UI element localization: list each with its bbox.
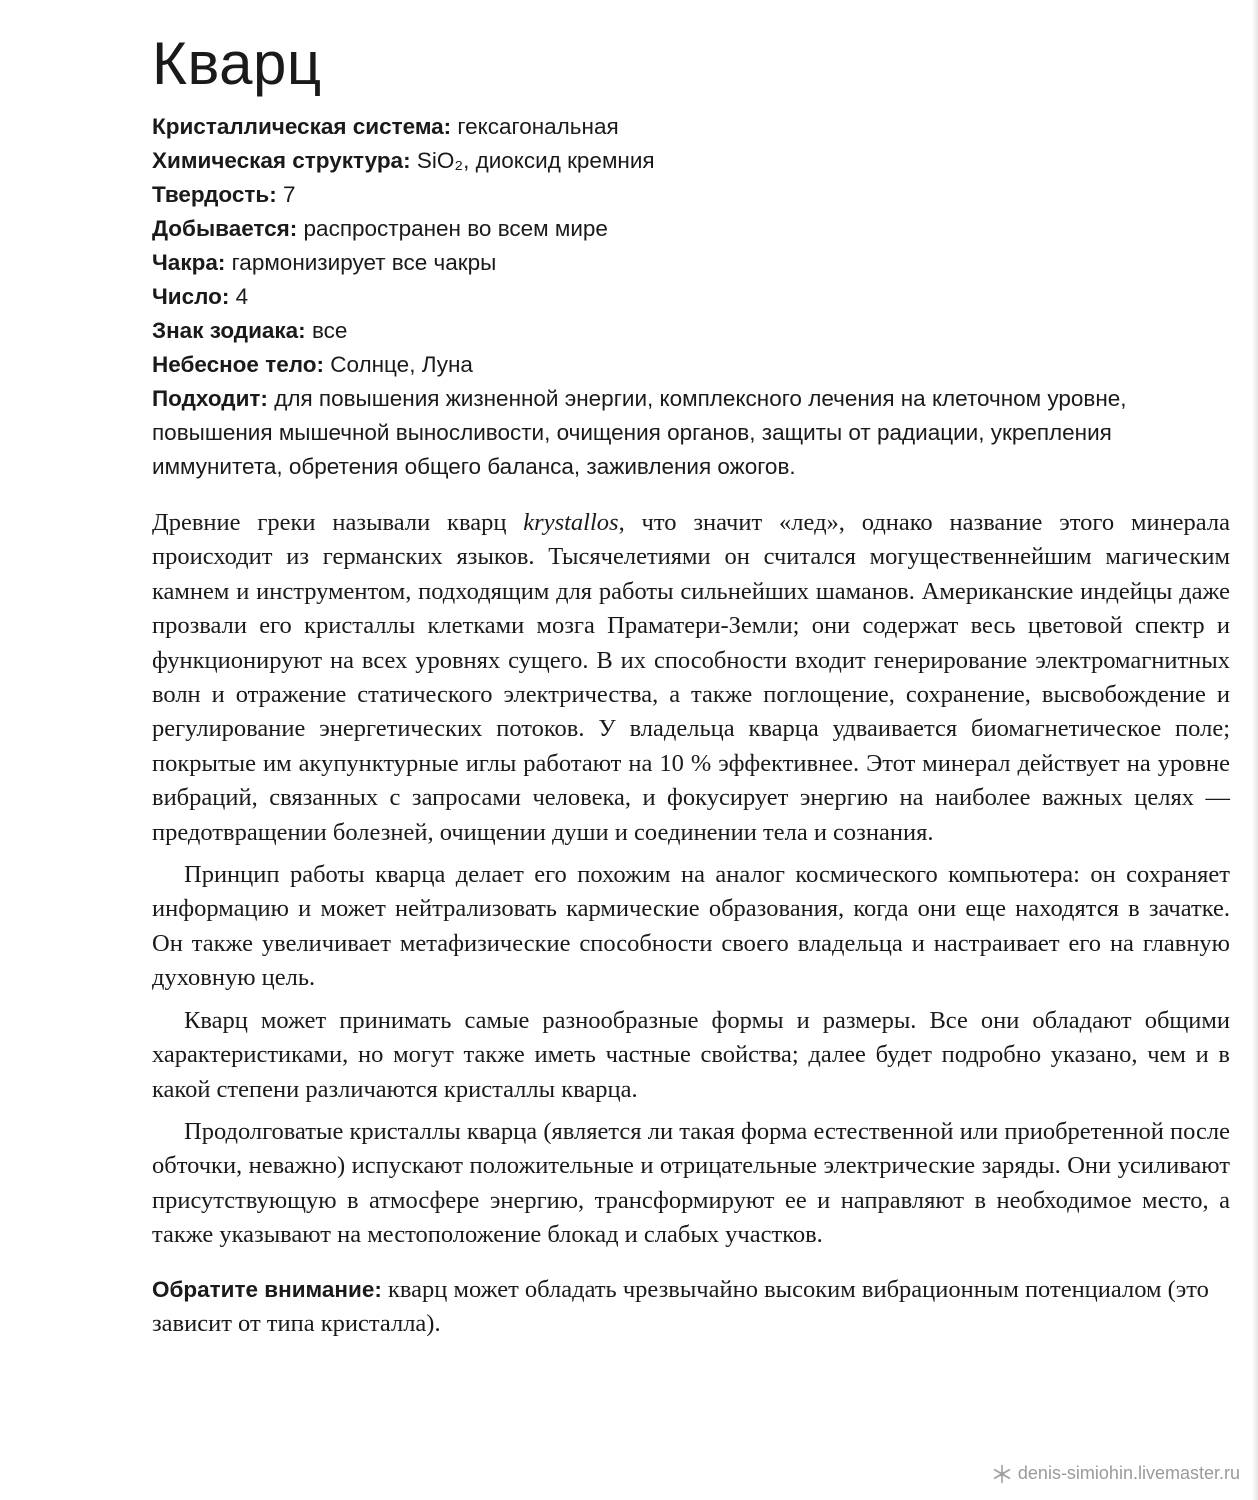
page-title: Кварц [152,30,322,97]
fact-value: гексагональная [451,114,619,139]
paragraph-1-rest: , что значит «лед», однако название этого минерала происходит из германских языков. Тысячелетиями он считался могущественнейшим магическим камнем и инструментом, подходящим для работы сильнейших шаманов. Американские индейцы даже прозвали его кристаллы клетками мозга Праматери-Земли; они содержат весь цветовой спектр и функционируют на всех уровнях сущего. В их способности входит генерирование электромагнитных волн и отражение статического электричества, а также поглощение, сохранение, высвобождение и регулирование энергетических потоков. У владельца кварца удваивается биомагнетическое поле; покрытые им акупунктурные иглы работают на 10 % эффективнее. Этот минерал действует на уровне вибраций, связанных с запросами человека, и фокусирует энергию на наиболее важных целях — предотвращении болезней, очищении души и соединении тела и сознания. [152,509,1230,846]
fact-value: все [305,318,348,343]
fact-label: Чакра: [152,250,226,275]
fact-mined [152,212,1230,246]
fact-value: распространен во всем мире [297,216,608,241]
fact-label: Знак зодиака: [152,318,306,343]
note-text: кварц может обладать чрезвычайно высоким вибрационным потенциалом (это зависит от типа кристалла). [152,1275,1209,1337]
fact-value: 4 [229,284,249,309]
attention-note [152,1273,1230,1342]
article-body [152,506,1230,1253]
note-label: Обратите внимание: [152,1276,382,1302]
fact-value: Солнце, Луна [323,352,473,377]
fact-chemical-structure [152,144,1230,178]
page-edge-shadow [1252,0,1258,1500]
fact-crystal-system [152,110,1230,144]
fact-suitable-for [152,382,1230,484]
fact-value: для повышения жизненной энергии, комплексного лечения на клеточном уровне, повышения мышечной выносливости, очищения органов, защиты от радиации, укрепления иммунитета, обретения общего баланса, заживления ожогов. [152,386,1127,479]
paragraph-4: Продолговатые кристаллы кварца (является ли такая форма естественной или приобретенной после обточки, неважно) испускают положительные и отрицательные электрические заряды. Они усиливают присутствующую в атмосфере энергию, трансформируют ее и направляют в необходимое место, а также указывают на местоположение блокад и слабых участков. [152,1117,1230,1249]
fact-label: Твердость: [152,182,277,207]
paragraph-2: Принцип работы кварца делает его похожим на аналог космического компьютера: он сохраняет информацию и может нейтрализовать кармические образования, когда они еще находятся в зачатке. Он также увеличивает метафизические способности своего владельца и настраивает его на главную духовную цель. [152,861,1230,992]
fact-value: SiO₂, диоксид кремния [410,148,655,173]
document-page [152,24,1230,1341]
paragraph-1-start: Древние греки называли кварц [152,509,524,536]
watermark-text: denis-simiohin.livemaster.ru [1017,1463,1240,1483]
watermark [992,1463,1240,1484]
fact-celestial-body [152,348,1230,382]
fact-label: Добывается: [152,216,298,241]
fact-value: 7 [276,182,296,207]
paragraph-1 [152,506,1230,850]
snowflake-logo-icon [992,1464,1012,1484]
fact-number [152,280,1230,314]
italic-term: krystallos [523,509,619,536]
fact-label: Химическая структура: [152,148,411,173]
fact-value: гармонизирует все чакры [225,250,497,275]
properties-list [152,110,1230,484]
fact-chakra [152,246,1230,280]
fact-label: Подходит: [152,386,268,411]
fact-zodiac [152,314,1230,348]
fact-hardness [152,178,1230,212]
paragraph-3: Кварц может принимать самые разнообразные формы и размеры. Все они обладают общими характеристиками, но могут также иметь частные свойства; далее будет подробно указано, чем и в какой степени различаются кристаллы кварца. [152,1006,1230,1103]
fact-label: Число: [152,284,230,309]
fact-label: Небесное тело: [152,352,324,377]
fact-label: Кристаллическая система: [152,114,452,139]
